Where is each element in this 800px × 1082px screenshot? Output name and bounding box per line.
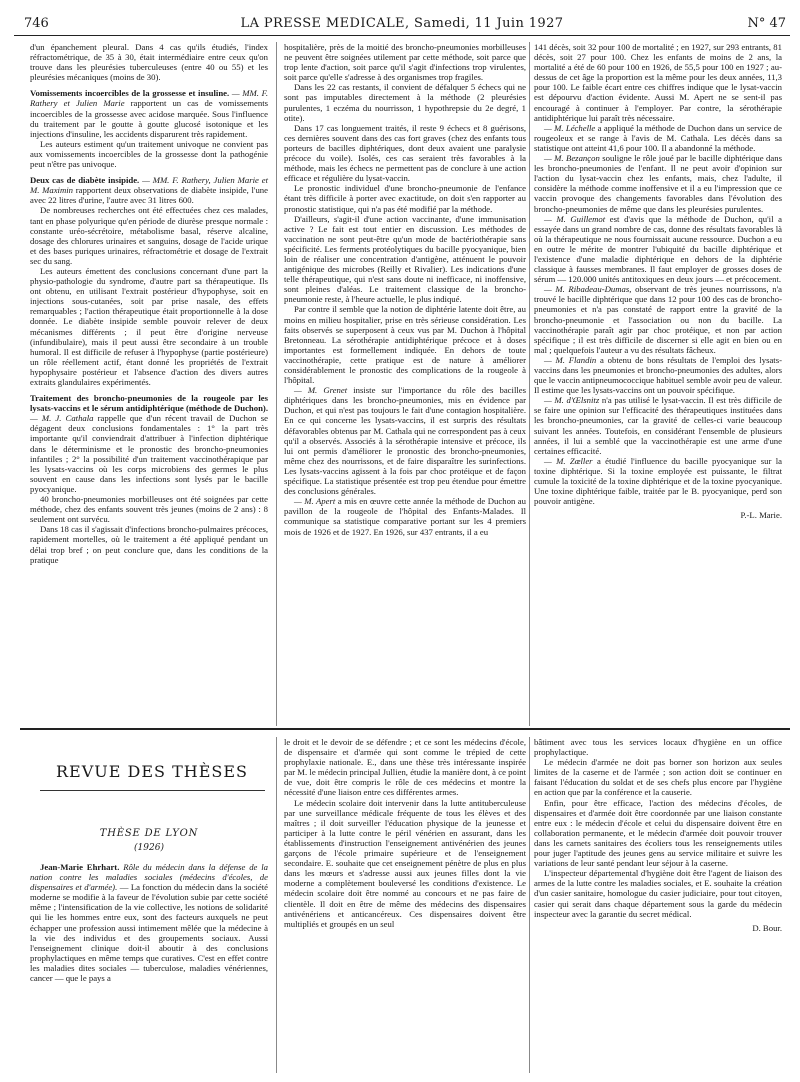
- journal-title: LA PRESSE MEDICALE, Samedi, 11 Juin 1927: [240, 16, 564, 31]
- paragraph: [30, 862, 268, 983]
- speaker: — M. Grenet: [294, 385, 348, 396]
- section-authors: — M. J. Cathala: [30, 413, 94, 424]
- paragraph: Le médecin scolaire doit intervenir dans la lutte antituberculeuse par une surveillance médicale fréquente de tous les élèves et des maîtres ; il doit surveiller l'éducation physique de la jeunesse et participer à la lutte contre le péril vénérien en assurant, dans les établissements d'instruction l'enseignement antivénérien des jeunes garçons de l'école primaire supérieure et de l'enseignement secondaire. E. souhaite que cet enseignement pénètre de plus en plus dans les mœurs et s'adresse aussi aux jeunes filles dont la vie moderne a complètement bouleversé les conditions d'existence. Le médecin scolaire doit être nommé au concours et ne pas faire de clientèle. Il doit en être de même des médecins des dispensaires antivénériens et anticancéreux. Ces dispensaires doivent être multipliés et groupés en un seul: [284, 797, 526, 929]
- column-divider: [276, 42, 277, 726]
- paragraph-text: souligne le rôle joué par le bacille diphtérique dans les broncho-pneumonies de l'enfant. Il ne peut avoir d'opinion sur l'action du lysat-vaccin chez les enfants, mais, chez l'adulte, il considère la méthode comme inoffensive et il a eu l'impression que ce vaccin provoque des changements favorables dans l'évolution des broncho-pneumonies de même que dans les pleurésies purulentes.: [534, 153, 782, 214]
- paragraph: [534, 355, 782, 395]
- paragraph: [284, 496, 526, 536]
- paragraph: Les auteurs émettent des conclusions concernant d'une part la physio-pathologie du syndrome, d'autre part sa thérapeutique. Ils ont obtenu, en utilisant l'extrait postérieur d'hypophyse, soit en injections sous-cutanées, soit par prise nasale, des effets remarquables ; l'action thérapeutique était proportionnelle à la dose donnée. Le diabète insipide semble pouvoir relever de deux mécanismes différents ; il peut être d'origine nerveuse (infundibulaire), mais il peut aussi être secondaire à un trouble humoral. Il est difficile de refuser à l'hypophyse (partie postérieure) un rôle réellement actif, étant donné les propriétés de l'extrait hypophysaire postérieur et l'absence d'action des divers autres extraits glandulaires expérimentés.: [30, 265, 268, 387]
- speaker: — M. Flandin: [544, 354, 597, 365]
- signature: P.-L. Marie.: [740, 510, 782, 521]
- section-vomissements: [30, 88, 268, 138]
- paragraph: 40 broncho-pneumonies morbilleuses ont été soignées par cette méthode, chez des enfants souvent très jeunes (moins de 2 ans) : 8 seulement ont survécu.: [30, 494, 268, 525]
- paragraph: Le médecin d'armée ne doit pas borner son horizon aux seules limites de la caserne et de l'armée ; son action doit se continuer en faisant l'éducation du soldat et de ses chefs plus encore par l'hygiène en action que par la conférence et la causerie.: [534, 757, 782, 798]
- these-column-2: [284, 737, 526, 929]
- paragraph: D'ailleurs, s'agit-il d'une action vaccinante, d'une immunisation active ? Le fait est tout entier en discussion. Les méthodes de vaccination ne sont peut-être qu'un mode de bactériothérapie sans spécificité. Les ferments protéolytiques du bacille pyocyanique, bien loin de réaliser une concentration d'antigène, atténuent le pouvoir antigénique des microbes (Reilly et Rivalier). Les indications d'une telle thérapeutique, qui n'est sans doute ni inefficace, ni inoffensive, sont pleines d'aléas. Le traitement classique de la broncho-pneumonie reste, à l'heure actuelle, le plus indiqué.: [284, 213, 526, 305]
- article-column-3: [534, 42, 782, 520]
- section-title: Traitement des broncho-pneumonies de la rougeole par les lysats-vaccins et le sérum antidiphtérique (méthode de Duchon).: [30, 393, 268, 414]
- paragraph: [534, 456, 782, 506]
- paragraph: le droit et le devoir de se défendre ; et ce sont les médecins d'école, de dispensaire et d'armée qui sont comme le trépied de cette prophylaxie nationale. E., dans une thèse très intéressante inspirée par M. le médecin principal Jullien, étudie la manière dont, à ce point de vue, doit être compris le rôle de ces médecins et montre la nécessité d'une liaison entre ces différentes armes.: [284, 737, 526, 798]
- paragraph-text: observant de très jeunes nourrissons, n'a trouvé le bacille diphtérique que dans 12 pour 100 des cas de broncho-pneumonies et n'a pas constaté de rapport entre la gravité de la broncho-pneumonie et l'association ou non du bacille. La vaccinothérapie paraît agir par choc protéique, et non par action spécifique ; il est très difficile de discerner si elle agit en bien ou en mal ; quelquefois l'auteur a vu des résultats fâcheux.: [534, 284, 783, 355]
- paragraph: [284, 385, 526, 496]
- signature: D. Bour.: [752, 922, 782, 933]
- paragraph-text: insiste sur l'importance du rôle des bacilles diphtériques dans les broncho-pneumonies, mis en évidence par Duchon, et qui n'est pas toujours le fait d'une contagion hospitalière. En ce qui concerne les lysats-vaccins, il est surpris des résultats défavorables obtenus par M. Cathala qui ne correspondent pas à ceux qu'il a observés. Associés à la sérothérapie intensive et précoce, ils lui ont permis d'améliorer le pronostic des broncho-pneumonies, même chez des nourrissons, et de faire disparaître les surinfections. Les lysats-vaccins agissent à la fois par choc protéique et de façon spécifique. La statistique présentée est trop peu étendue pour émettre des conclusions générales.: [284, 385, 527, 497]
- paragraph: hospitalière, près de la moitié des broncho-pneumonies morbilleuses ne peuvent être soignées utilement par cette méthode, soit parce que trop lente d'action, soit parce qu'il s'agit d'infections trop virulentes, soit parce qu'elle s'adresse à des organismes trop fragiles.: [284, 42, 526, 83]
- speaker: — M. d'Œlsnitz: [544, 395, 600, 406]
- paragraph: Le pronostic individuel d'une broncho-pneumonie de l'enfance étant très difficile à porter avec exactitude, on doit s'en rapporter au pronostic statistique, qui n'a pas été modifié par la méthode.: [284, 183, 526, 214]
- section-text: rapportent un cas de vomissements incoercibles de la grossesse avec acidose marquée. Sous l'influence du traitement par le goutte à goutte glucosé isotonique et les injections d'insuline, les accidents disparurent très rapidement.: [30, 98, 268, 139]
- paragraph: 141 décès, soit 32 pour 100 de mortalité ; en 1927, sur 293 entrants, 81 décès, soit 27 pour 100. Chez les enfants de moins de 2 ans, la mortalité a été de 60 pour 100 en 1926, de 55,5 pour 100 en 1927 ; au-dessus de cet âge la proportion est la même pour les deux années, 11,3 pour 100. Le faible écart entre ces chiffres indique que le lysat-vaccin est dépourvu d'action évidente. Aussi M. Apert ne se sent-il pas encouragé à continuer à l'employer. Par contre, la sérothérapie antidiphtérique lui paraît très nécessaire.: [534, 42, 782, 123]
- paragraph: Par contre il semble que la notion de diphtérie latente doit être, au moins en milieu hospitalier, prise en très sérieuse considération. Les faits observés se superposent à ceux vus par M. Duchon à l'hôpital Bretonneau. La sérothérapie antidiphtérique précoce et à doses importantes est formellement indiquée. En dehors de toute vaccinothérapie, cette pratique est de nature à améliorer considérablement le pronostic des complications de la rougeole à l'hôpital.: [284, 304, 526, 386]
- paragraph: De nombreuses recherches ont été effectuées chez ces malades, tant en phase polyurique qu'en période de diurèse presque normale : constante uréo-sécrétoire, métabolisme basal, réserve alcaline, dosage des chlorures urinaires et sanguins, dosage de l'acide urique et des bases puriques urinaires, réfractométrie et dosage de l'extrait sec du sang.: [30, 205, 268, 266]
- paragraph-text: est d'avis que la méthode de Duchon, qu'il a essayée dans un grand nombre de cas, donne des résultats favorables là où la thérapeutique ne nous fournissait aucune ressource. Duchon a eu en outre le mérite de montrer l'ubiquité du bacille diphtérique et l'existence d'une maladie diphtérique en dehors de la diphtérie classique à fausses membranes. Il faut employer de grosses doses de sérum — 120.000 unités antitoxiques en deux jours — et précocement.: [534, 213, 782, 285]
- section-title: Vomissements incoercibles de la grossesse et insuline.: [30, 88, 230, 99]
- paragraph: bâtiment avec tous les services locaux d'hygiène en un office prophylactique.: [534, 737, 782, 758]
- speaker: — M. Zœller: [544, 455, 593, 466]
- heading-rule: [40, 790, 265, 791]
- these-year: (1926): [134, 843, 164, 853]
- paragraph-text: a mis en œuvre cette année la méthode de Duchon au pavillon de la rougeole de l'hôpital des Enfants-Malades. Il communique sa statistique comparative portant sur les 4 premiers mois de 1926 et de 1927. En 1926, sur 437 entrants, il a eu: [284, 496, 527, 537]
- section-authors: — MM. F. Rathery, Julien Marie et M. Maximin: [30, 175, 268, 196]
- article-column-1: [30, 42, 268, 565]
- speaker: — M. Apert: [294, 496, 336, 507]
- paragraph: Dans les 22 cas restants, il convient de défalquer 5 échecs qui ne sont pas imputables directement à la méthode (2 pleurésies purulentes, 1 eczéma du nourrisson, 1 hypothrepsie du 2e degré, 1 otite).: [284, 82, 526, 123]
- paragraph-text: n'a pas utilisé le lysat-vaccin. Il est très difficile de se faire une opinion sur l'efficacité des thérapeutiques instituées dans les broncho-pneumonies, car la gravité de celles-ci varie beaucoup suivant les années. Toutefois, en considérant l'ensemble de plusieurs années, il lui a semblé que la vaccinothérapie est une arme d'une certaines efficacité.: [534, 395, 783, 456]
- column-divider: [529, 42, 530, 726]
- these-heading: THÈSE DE LYON: [99, 828, 199, 839]
- paragraph-text: a obtenu de bons résultats de l'emploi des lysats-vaccins dans les pneumonies et broncho-pneumonies des adultes, alors que le vaccin antipneumococcique habituel semble avoir peu de valeur. Il estime que les lysats-vaccins ont un pouvoir spécifique.: [534, 354, 782, 396]
- paragraph: [534, 123, 782, 153]
- these-author: Jean-Marie Ehrhart.: [40, 862, 120, 872]
- column-divider: [276, 737, 277, 1073]
- paragraph: [534, 284, 782, 355]
- paragraph: [534, 153, 782, 214]
- speaker: — M. Guillemot: [544, 213, 606, 224]
- paragraph-text: a étudié l'influence du bacille pyocyanique sur la toxine diphtérique. Si la toxine employée est puissante, le filtrat cumule la toxicité de la toxine diphtérique et de la toxine pyocyanique. Une toxine diphtérique faible, traitée par le B. pyocyanique, perd son pouvoir antigène.: [534, 455, 783, 507]
- revue-des-theses-heading: REVUE DES THÈSES: [56, 762, 248, 781]
- section-diabete: [30, 175, 268, 205]
- paragraph-text: — La fonction du médecin dans la société moderne se modifie à la faveur de l'évolution subie par cette société même ; l'intensification de la vie collective, les notions de solidarité qui lie les hommes entre eux, sont des facteurs auxquels ne peut échapper une profession aussi intimement mêlée que la médecine à la vie des individus et des groupements sociaux. Aussi l'enseignement clinique doit-il aboutir à des conclusions prophylactiques en même temps que curatives. C'est en effet contre les maladies dites sociales — tuberculose, maladies vénériennes, cancer — que le pays a: [30, 882, 269, 984]
- speaker: — M. Bezançon: [544, 153, 600, 164]
- section-separator: [20, 728, 790, 730]
- section-traitement: [30, 393, 268, 494]
- these-column-3: [534, 737, 782, 933]
- column-divider: [529, 737, 530, 1073]
- these-title: Rôle du médecin dans la défense de la nation contre les maladies sociales (médecins d'écoles, de dispensaires et d'armée).: [30, 862, 269, 893]
- speaker: — M. Ribadeau-Dumas,: [544, 284, 632, 295]
- paragraph: d'un épanchement pleural. Dans 4 cas qu'ils étudiés, l'index réfractométrique, de 35 à 30, était intermédiaire entre ceux qu'on trouve dans les pleurésies tuberculeuses (entre 40 ou 55) et les pleurésies mécaniques (moins de 30).: [30, 42, 268, 83]
- speaker: — M. Léchelle: [544, 122, 596, 133]
- paragraph: Enfin, pour être efficace, l'action des médecins d'écoles, de dispensaires et d'armée doit être coordonnée par une liaison constante entre eux : le médecin d'école et celui du dispensaire doivent être en collaboration permanente, et le médecin d'armée doit pouvoir trouver dans les carnets sanitaires des écoliers tous les renseignements utiles pour juger l'aptitude des jeunes gens au service militaire et suivre les variations de leur santé pendant leur séjour à la caserne.: [534, 797, 782, 869]
- section-text: rappelle que d'un récent travail de Duchon se dégagent deux conclusions fondamentales : 1° la part très importante qu'il conviendrait d'attribuer à l'infection diphtérique dans le déterminisme et le pronostic des broncho-pneumonies infantiles ; 2° la possibilité d'un traitement vaccinothérapique par les lysats-vaccins où les corps microbiens des germes le plus souvent en cause dans les infections sont lysés par le bacille pyocyanique.: [30, 413, 268, 494]
- page-number: 746: [24, 16, 49, 31]
- section-text: rapportent deux observations de diabète insipide, l'une avec 22 litres d'urine, l'autre avec 31 litres 600.: [30, 185, 268, 206]
- issue-number: N° 47: [747, 16, 786, 31]
- paragraph: Les auteurs estiment qu'un traitement univoque ne convient pas aux vomissements incoercibles de la grossesse dont la pathogénie peut n'être pas univoque.: [30, 138, 268, 170]
- page-header: [14, 16, 790, 36]
- paragraph: Dans 18 cas il s'agissait d'infections broncho-pulmaires précoces, rapidement mortelles, où le traitement a été appliqué pendant un délai trop bref ; on peut conclure que, dans les conditions de la pratique: [30, 524, 268, 565]
- section-authors: — MM. F. Rathery et Julien Marie: [30, 88, 269, 109]
- paragraph: [534, 214, 782, 285]
- paragraph: Dans 17 cas longuement traités, il reste 9 échecs et 8 guérisons, ces dernières souvent dans des cas fort graves (chez des enfants tous porteurs de bacilles diphtériques, dont deux avaient une paralysie précoce du voile). Isolés, ces cas seraient très favorables à la méthode, mais les échecs ne permettent pas de conclure à une action efficace et régulière du lysat-vaccin.: [284, 122, 526, 184]
- paragraph: [534, 395, 782, 456]
- section-title: Deux cas de diabète insipide.: [30, 175, 140, 186]
- paragraph: L'inspecteur départemental d'hygiène doit être l'agent de liaison des armes de la lutte contre les maladies sociales, et E. souhaite la création d'un casier sanitaire, homologue du casier judiciaire, pour tout citoyen, casier qui serait dans chaque département sous la garde du médecin inspecteur avec la garantie du secret médical.: [534, 868, 782, 919]
- paragraph-text: a appliqué la méthode de Duchon dans un service de rougeoleux et se range à l'avis de M. Cathala. Les décès dans sa statistique ont atteint 41,6 pour 100. Il a abandonné la méthode.: [534, 122, 783, 153]
- article-column-2: [284, 42, 526, 537]
- these-column-1: [30, 862, 268, 983]
